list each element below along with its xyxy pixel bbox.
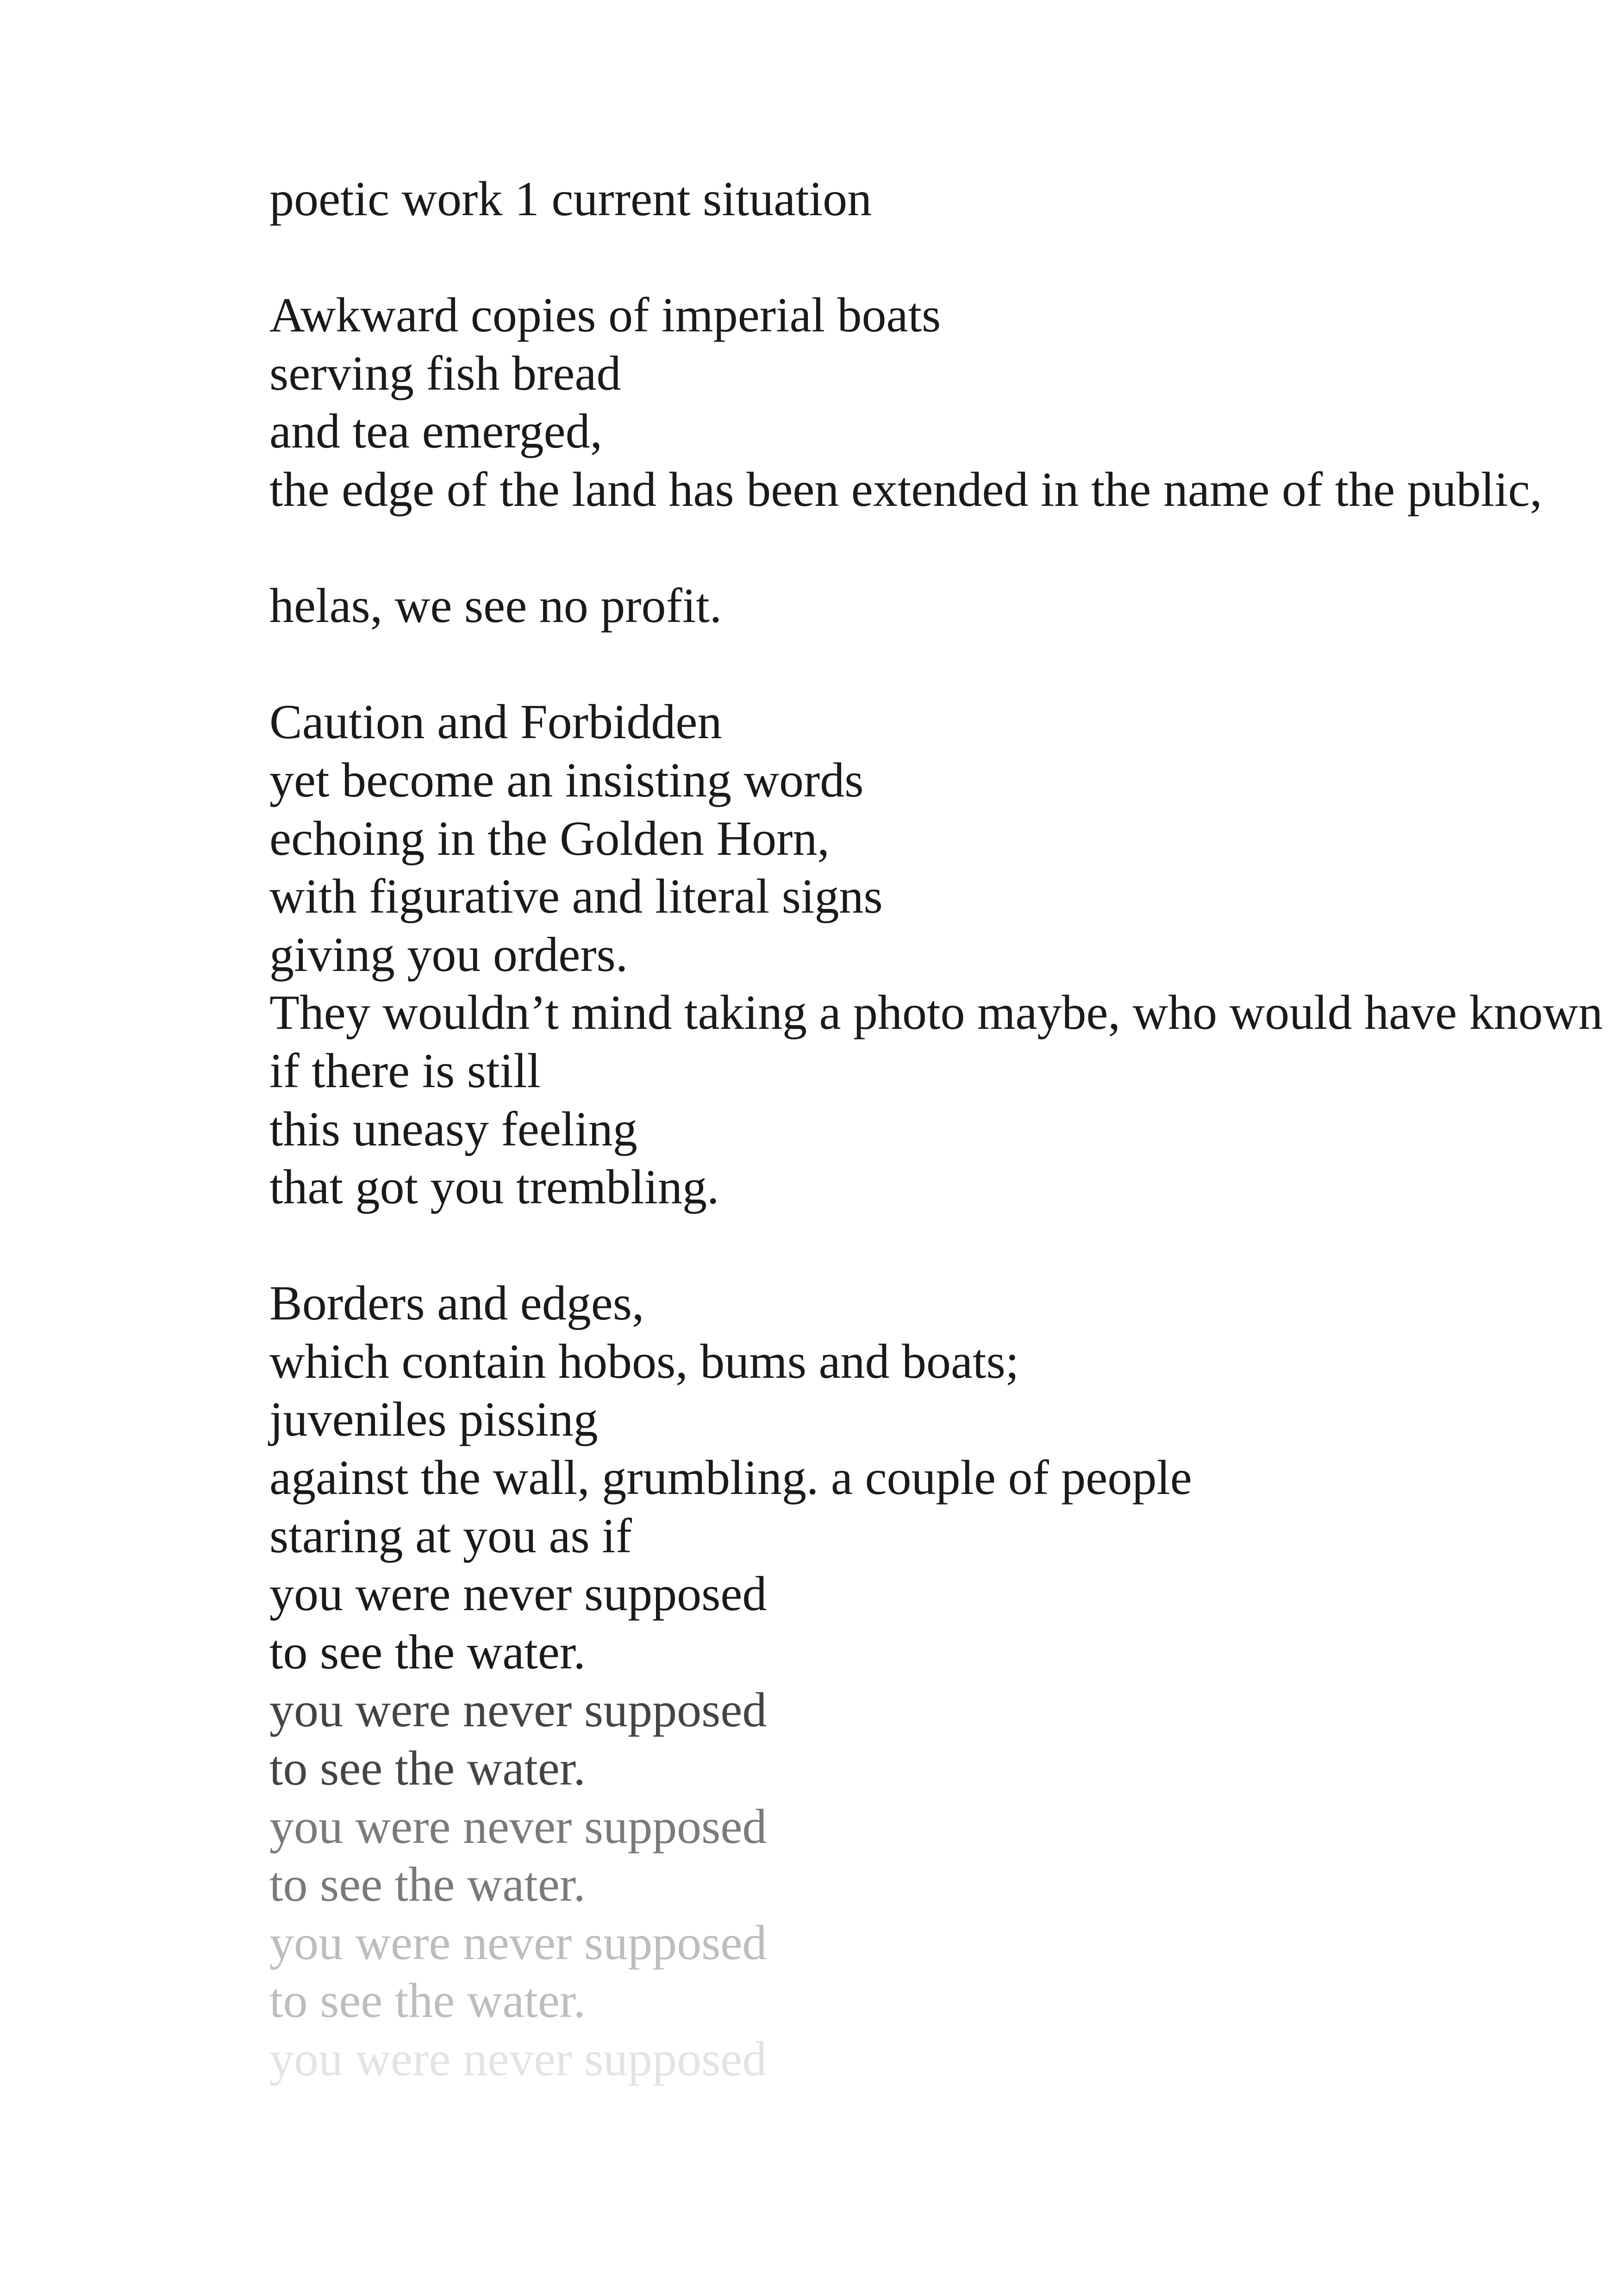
poem-line: with figurative and literal signs xyxy=(269,869,883,924)
poem-line: giving you orders. xyxy=(269,927,628,982)
poem-line: you were never supposed xyxy=(269,2032,767,2086)
poem-line: that got you trembling. xyxy=(269,1160,719,1214)
poem-line: staring at you as if xyxy=(269,1508,632,1563)
poem-line: yet become an insisting words xyxy=(269,753,864,807)
poem-line: if there is still xyxy=(269,1043,541,1098)
poem-stanzas xyxy=(269,286,1603,2088)
poem-line: They wouldn’t mind taking a photo maybe, who would have known xyxy=(269,985,1603,1040)
stanza xyxy=(269,577,1603,635)
stanza-gap xyxy=(269,635,1603,693)
poem-line: the edge of the land has been extended in the name of the public, xyxy=(269,462,1543,516)
poem-title: poetic work 1 current situation xyxy=(269,172,872,226)
poem-line: against the wall, grumbling. a couple of people xyxy=(269,1450,1192,1505)
poem-line: this uneasy feeling xyxy=(269,1101,637,1156)
poem-line: Caution and Forbidden xyxy=(269,695,722,749)
poem-line: and tea emerged, xyxy=(269,404,603,459)
stanza xyxy=(269,693,1603,1216)
poem-line: helas, we see no profit. xyxy=(269,579,722,633)
stanza xyxy=(269,286,1603,518)
poem-line: to see the water. xyxy=(269,1624,586,1679)
poem-line: echoing in the Golden Horn, xyxy=(269,811,830,865)
poem-line: which contain hobos, bums and boats; xyxy=(269,1334,1019,1388)
stanza-gap xyxy=(269,519,1603,577)
poem-line: Borders and edges, xyxy=(269,1276,644,1331)
poem-line: you were never supposed xyxy=(269,1799,767,1854)
poem-line: juveniles pissing xyxy=(269,1392,598,1447)
poem-line: you were never supposed xyxy=(269,1683,767,1737)
poem-line: serving fish bread xyxy=(269,346,621,400)
stanza-gap xyxy=(269,228,1603,286)
poem-line: to see the water. xyxy=(269,1857,586,1912)
poem-line: Awkward copies of imperial boats xyxy=(269,288,941,342)
poem-line: you were never supposed xyxy=(269,1915,767,1970)
poem-body xyxy=(269,170,1603,2088)
poem-line: to see the water. xyxy=(269,1973,586,2028)
poem-line: you were never supposed xyxy=(269,1567,767,1621)
stanza-gap xyxy=(269,1216,1603,1275)
poem-line: to see the water. xyxy=(269,1741,586,1796)
stanza xyxy=(269,1274,1603,2088)
